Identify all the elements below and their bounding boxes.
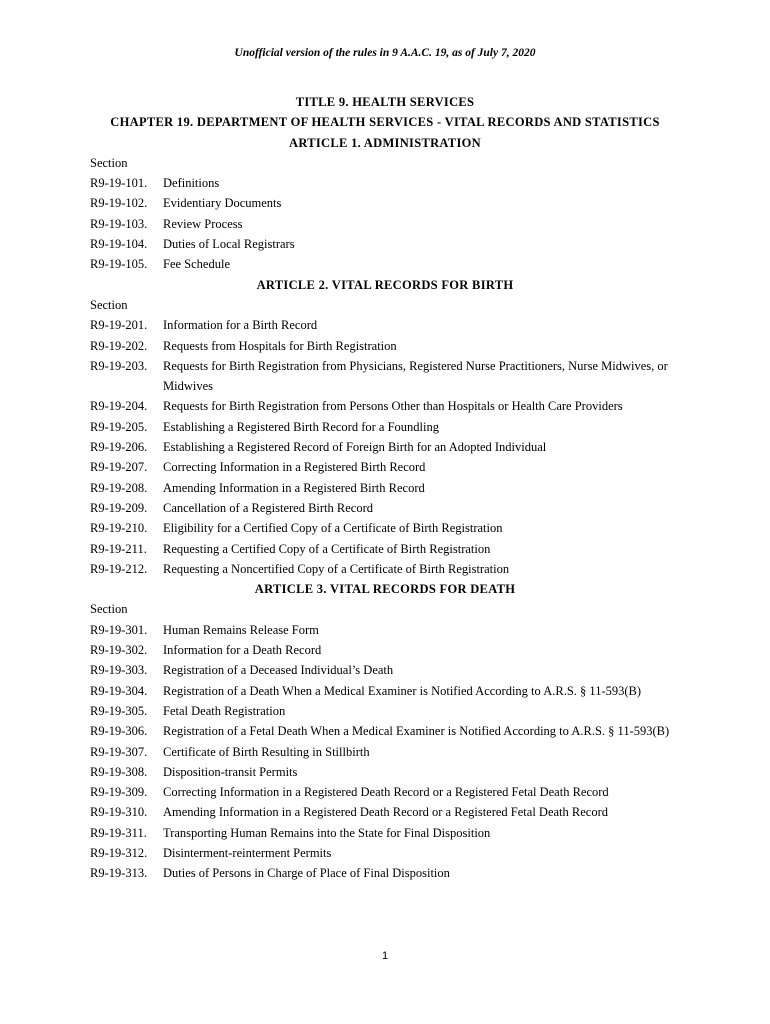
section-title: Fee Schedule (163, 257, 230, 272)
section-row (90, 640, 690, 660)
section-row (90, 721, 690, 741)
section-title: Information for a Death Record (163, 643, 322, 658)
section-number: R9-19-310. (90, 805, 148, 820)
section-row (90, 863, 690, 883)
section-title: Establishing a Registered Record of Foreign Birth for an Adopted Individual (163, 440, 547, 455)
section-label: Section (90, 155, 128, 170)
section-row (90, 559, 690, 579)
section-title: Information for a Birth Record (163, 318, 318, 333)
section-title: Cancellation of a Registered Birth Record (163, 500, 374, 515)
header-note: Unofficial version of the rules in 9 A.A.C. 19, as of July 7, 2020 (234, 47, 536, 59)
section-row (90, 478, 690, 498)
section-row (90, 173, 690, 193)
section-row (90, 234, 690, 254)
section-number: R9-19-208. (90, 480, 148, 495)
section-number: R9-19-212. (90, 561, 148, 576)
section-title: Registration of a Deceased Individual’s Death (163, 663, 394, 678)
section-row (90, 193, 690, 213)
section-title: Human Remains Release Form (163, 622, 319, 637)
section-label: Section (90, 602, 128, 617)
section-row (90, 782, 690, 802)
section-title: Duties of Local Registrars (163, 237, 295, 252)
section-title: Requests from Hospitals for Birth Registration (163, 338, 397, 353)
section-number: R9-19-209. (90, 500, 148, 515)
section-row (90, 214, 690, 234)
section-row (90, 315, 690, 335)
section-number: R9-19-103. (90, 216, 148, 231)
section-label: Section (90, 297, 128, 312)
section-title: Definitions (163, 176, 220, 191)
section-number: R9-19-205. (90, 419, 148, 434)
section-title: Amending Information in a Registered Birth Record (163, 480, 425, 495)
section-title: Establishing a Registered Birth Record for a Foundling (163, 419, 439, 434)
section-row (90, 356, 690, 397)
document-body (90, 92, 690, 884)
section-number: R9-19-206. (90, 440, 148, 455)
section-number: R9-19-101. (90, 176, 148, 191)
section-row (90, 620, 690, 640)
section-number: R9-19-307. (90, 744, 148, 759)
section-title: Correcting Information in a Registered Birth Record (163, 460, 426, 475)
section-number: R9-19-204. (90, 399, 148, 414)
article-heading: ARTICLE 3. VITAL RECORDS FOR DEATH (254, 582, 516, 597)
section-row (90, 681, 690, 701)
section-number: R9-19-302. (90, 643, 148, 658)
section-row (90, 336, 690, 356)
section-title: Transporting Human Remains into the State for Final Disposition (163, 825, 491, 840)
section-number: R9-19-207. (90, 460, 148, 475)
section-row (90, 823, 690, 843)
section-title: Requests for Birth Registration from Physicians, Registered Nurse Practitioners, Nurse Midwives, or Midwives (163, 358, 668, 394)
section-title: Fetal Death Registration (163, 703, 286, 718)
articles-container (90, 133, 690, 884)
section-number: R9-19-309. (90, 785, 148, 800)
section-title: Eligibility for a Certified Copy of a Certificate of Birth Registration (163, 521, 503, 536)
section-number: R9-19-105. (90, 257, 148, 272)
section-row (90, 742, 690, 762)
section-row (90, 701, 690, 721)
section-row (90, 437, 690, 457)
section-title: Review Process (163, 216, 243, 231)
page-number: 1 (381, 950, 389, 962)
section-row (90, 396, 690, 416)
section-title: Requesting a Noncertified Copy of a Certificate of Birth Registration (163, 561, 510, 576)
section-row (90, 498, 690, 518)
section-title: Evidentiary Documents (163, 196, 282, 211)
section-number: R9-19-313. (90, 866, 148, 881)
section-number: R9-19-311. (90, 825, 147, 840)
section-row (90, 843, 690, 863)
section-title: Requests for Birth Registration from Persons Other than Hospitals or Health Care Providers (163, 399, 623, 414)
section-number: R9-19-203. (90, 358, 148, 373)
section-row (90, 762, 690, 782)
section-title: Disinterment-reinterment Permits (163, 845, 332, 860)
section-number: R9-19-202. (90, 338, 148, 353)
section-title: Amending Information in a Registered Death Record or a Registered Fetal Death Record (163, 805, 608, 820)
section-number: R9-19-301. (90, 622, 148, 637)
section-title: Duties of Persons in Charge of Place of Final Disposition (163, 866, 450, 881)
section-number: R9-19-305. (90, 703, 148, 718)
section-number: R9-19-308. (90, 764, 148, 779)
section-number: R9-19-211. (90, 541, 147, 556)
section-row (90, 254, 690, 274)
section-row (90, 660, 690, 680)
title-heading: TITLE 9. HEALTH SERVICES (295, 95, 475, 109)
section-title: Certificate of Birth Resulting in Stillbirth (163, 744, 370, 759)
section-number: R9-19-312. (90, 845, 148, 860)
chapter-heading: CHAPTER 19. DEPARTMENT OF HEALTH SERVICES - VITAL RECORDS AND STATISTICS (110, 115, 660, 130)
section-row (90, 417, 690, 437)
article-heading: ARTICLE 1. ADMINISTRATION (289, 135, 481, 150)
section-number: R9-19-104. (90, 237, 148, 252)
section-number: R9-19-306. (90, 724, 148, 739)
section-number: R9-19-304. (90, 683, 148, 698)
section-title: Registration of a Fetal Death When a Medical Examiner is Notified According to A.R.S. § 11-593(B) (163, 724, 670, 739)
section-number: R9-19-210. (90, 521, 148, 536)
section-row (90, 802, 690, 822)
section-row (90, 518, 690, 538)
section-number: R9-19-303. (90, 663, 148, 678)
article-heading: ARTICLE 2. VITAL RECORDS FOR BIRTH (256, 277, 514, 292)
section-title: Correcting Information in a Registered Death Record or a Registered Fetal Death Record (163, 785, 609, 800)
section-number: R9-19-201. (90, 318, 148, 333)
section-title: Requesting a Certified Copy of a Certificate of Birth Registration (163, 541, 491, 556)
section-number: R9-19-102. (90, 196, 148, 211)
section-title: Registration of a Death When a Medical Examiner is Notified According to A.R.S. § 11-593(B) (163, 683, 642, 698)
section-row (90, 457, 690, 477)
section-title: Disposition-transit Permits (163, 764, 298, 779)
section-row (90, 539, 690, 559)
